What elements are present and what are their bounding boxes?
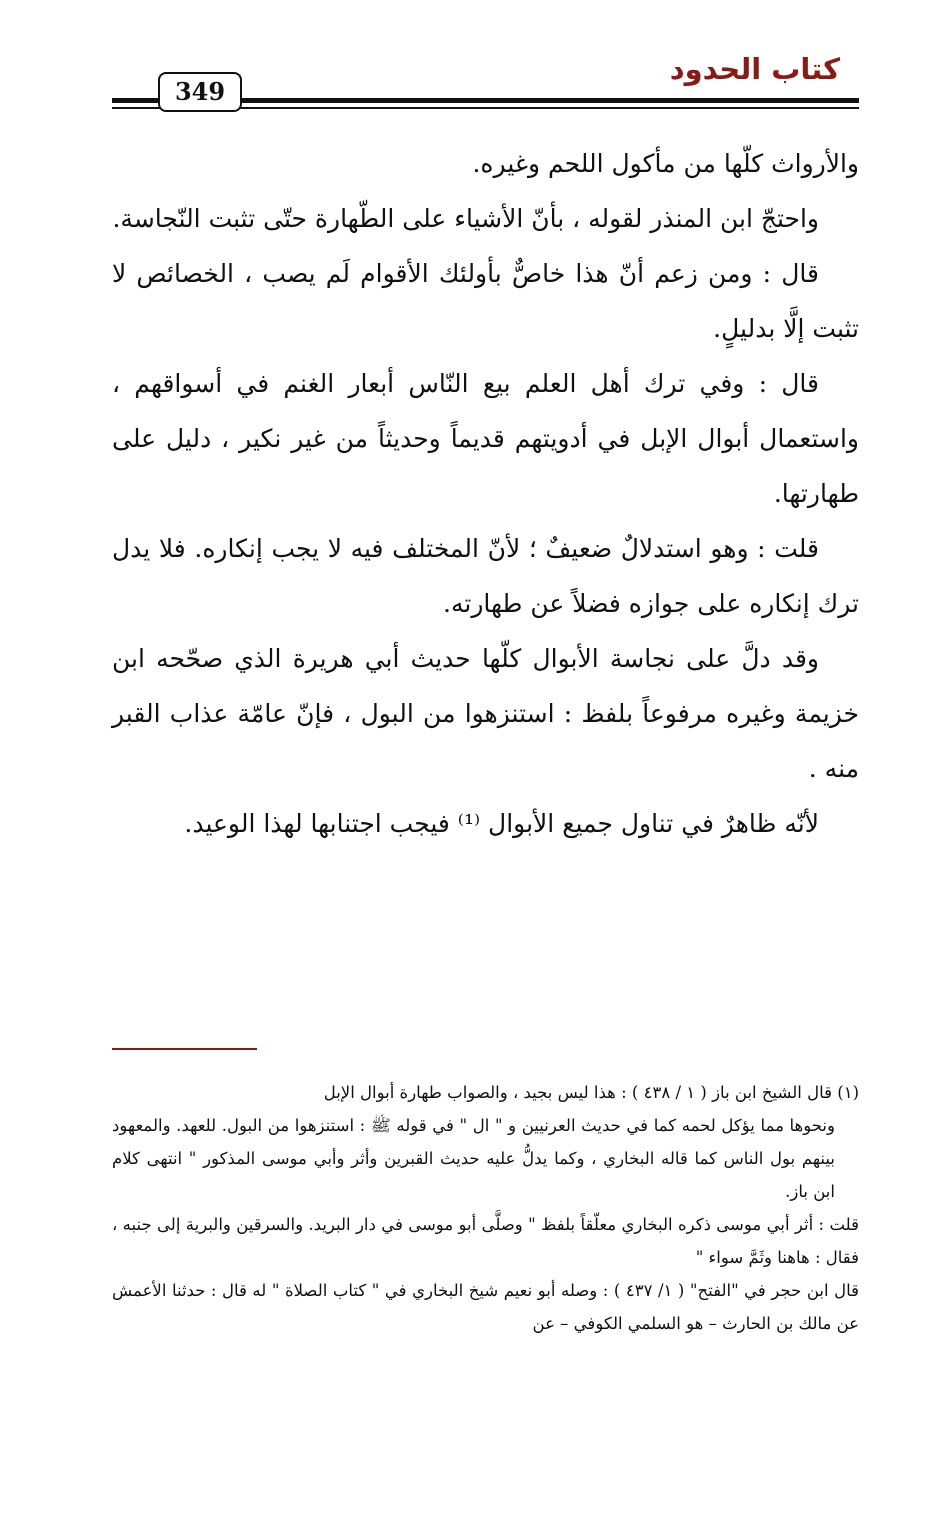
paragraph: قلت : وهو استدلالٌ ضعيفٌ ؛ لأنّ المختلف فيه لا يجب إنكاره. فلا يدل ترك إنكاره على جوازه فضلاً عن طهارته. xyxy=(112,534,859,618)
footnote-line: ونحوها مما يؤكل لحمه كما في حديث العرنيين و " ال " في قوله ﷺ : استنزهوا من البول. للعهد. والمعهود بينهم بول الناس كما قاله البخاري ، وكما يدلُّ عليه حديث القبرين وأثر وأبي موسى المذكور " انتهى كلام ابن باز. xyxy=(112,1116,835,1201)
page-number: 349 xyxy=(158,72,242,112)
main-text xyxy=(112,136,859,851)
paragraph: لأنّه ظاهرٌ في تناول جميع الأبوال ⁽¹⁾ فيجب اجتنابها لهذا الوعيد. xyxy=(184,809,819,838)
footnote-line: (١) قال الشيخ ابن باز ( ١ / ٤٣٨ ) : هذا ليس بجيد ، والصواب طهارة أبوال الإبل xyxy=(323,1083,859,1102)
paragraph: والأرواث كلّها من مأكول اللحم وغيره. xyxy=(472,149,859,178)
paragraph: واحتجّ ابن المنذر لقوله ، بأنّ الأشياء على الطّهارة حتّى تثبت النّجاسة. xyxy=(112,204,819,233)
paragraph: وقد دلَّ على نجاسة الأبوال كلّها حديث أبي هريرة الذي صحّحه ابن خزيمة وغيره مرفوعاً بلفظ : استنزهوا من البول ، فإنّ عامّة عذاب القبر منه . xyxy=(112,644,859,783)
footnote-separator xyxy=(112,1048,257,1050)
paragraph: قال : وفي ترك أهل العلم بيع النّاس أبعار الغنم في أسواقهم ، واستعمال أبوال الإبل في أدويتهم قديماً وحديثاً من غير نكير ، دليل على طهارتها. xyxy=(112,369,859,508)
running-header-title: كتاب الحدود xyxy=(669,52,840,86)
footnotes xyxy=(112,1076,859,1340)
paragraph: قال : ومن زعم أنّ هذا خاصٌّ بأولئك الأقوام لَم يصب ، الخصائص لا تثبت إلَّا بدليلٍ. xyxy=(112,259,859,343)
footnote-paragraph: قال ابن حجر في "الفتح" ( ١/ ٤٣٧ ) : وصله أبو نعيم شيخ البخاري في " كتاب الصلاة " له قال : حدثنا الأعمش عن مالك بن الحارث – هو السلمي الكوفي – عن xyxy=(112,1281,859,1333)
footnote-paragraph: قلت : أثر أبي موسى ذكره البخاري معلّقاً بلفظ " وصلَّى أبو موسى في دار البريد. والسرقين والبرية إلى جنبه ، فقال : هاهنا وثَمَّ سواء " xyxy=(112,1215,859,1267)
